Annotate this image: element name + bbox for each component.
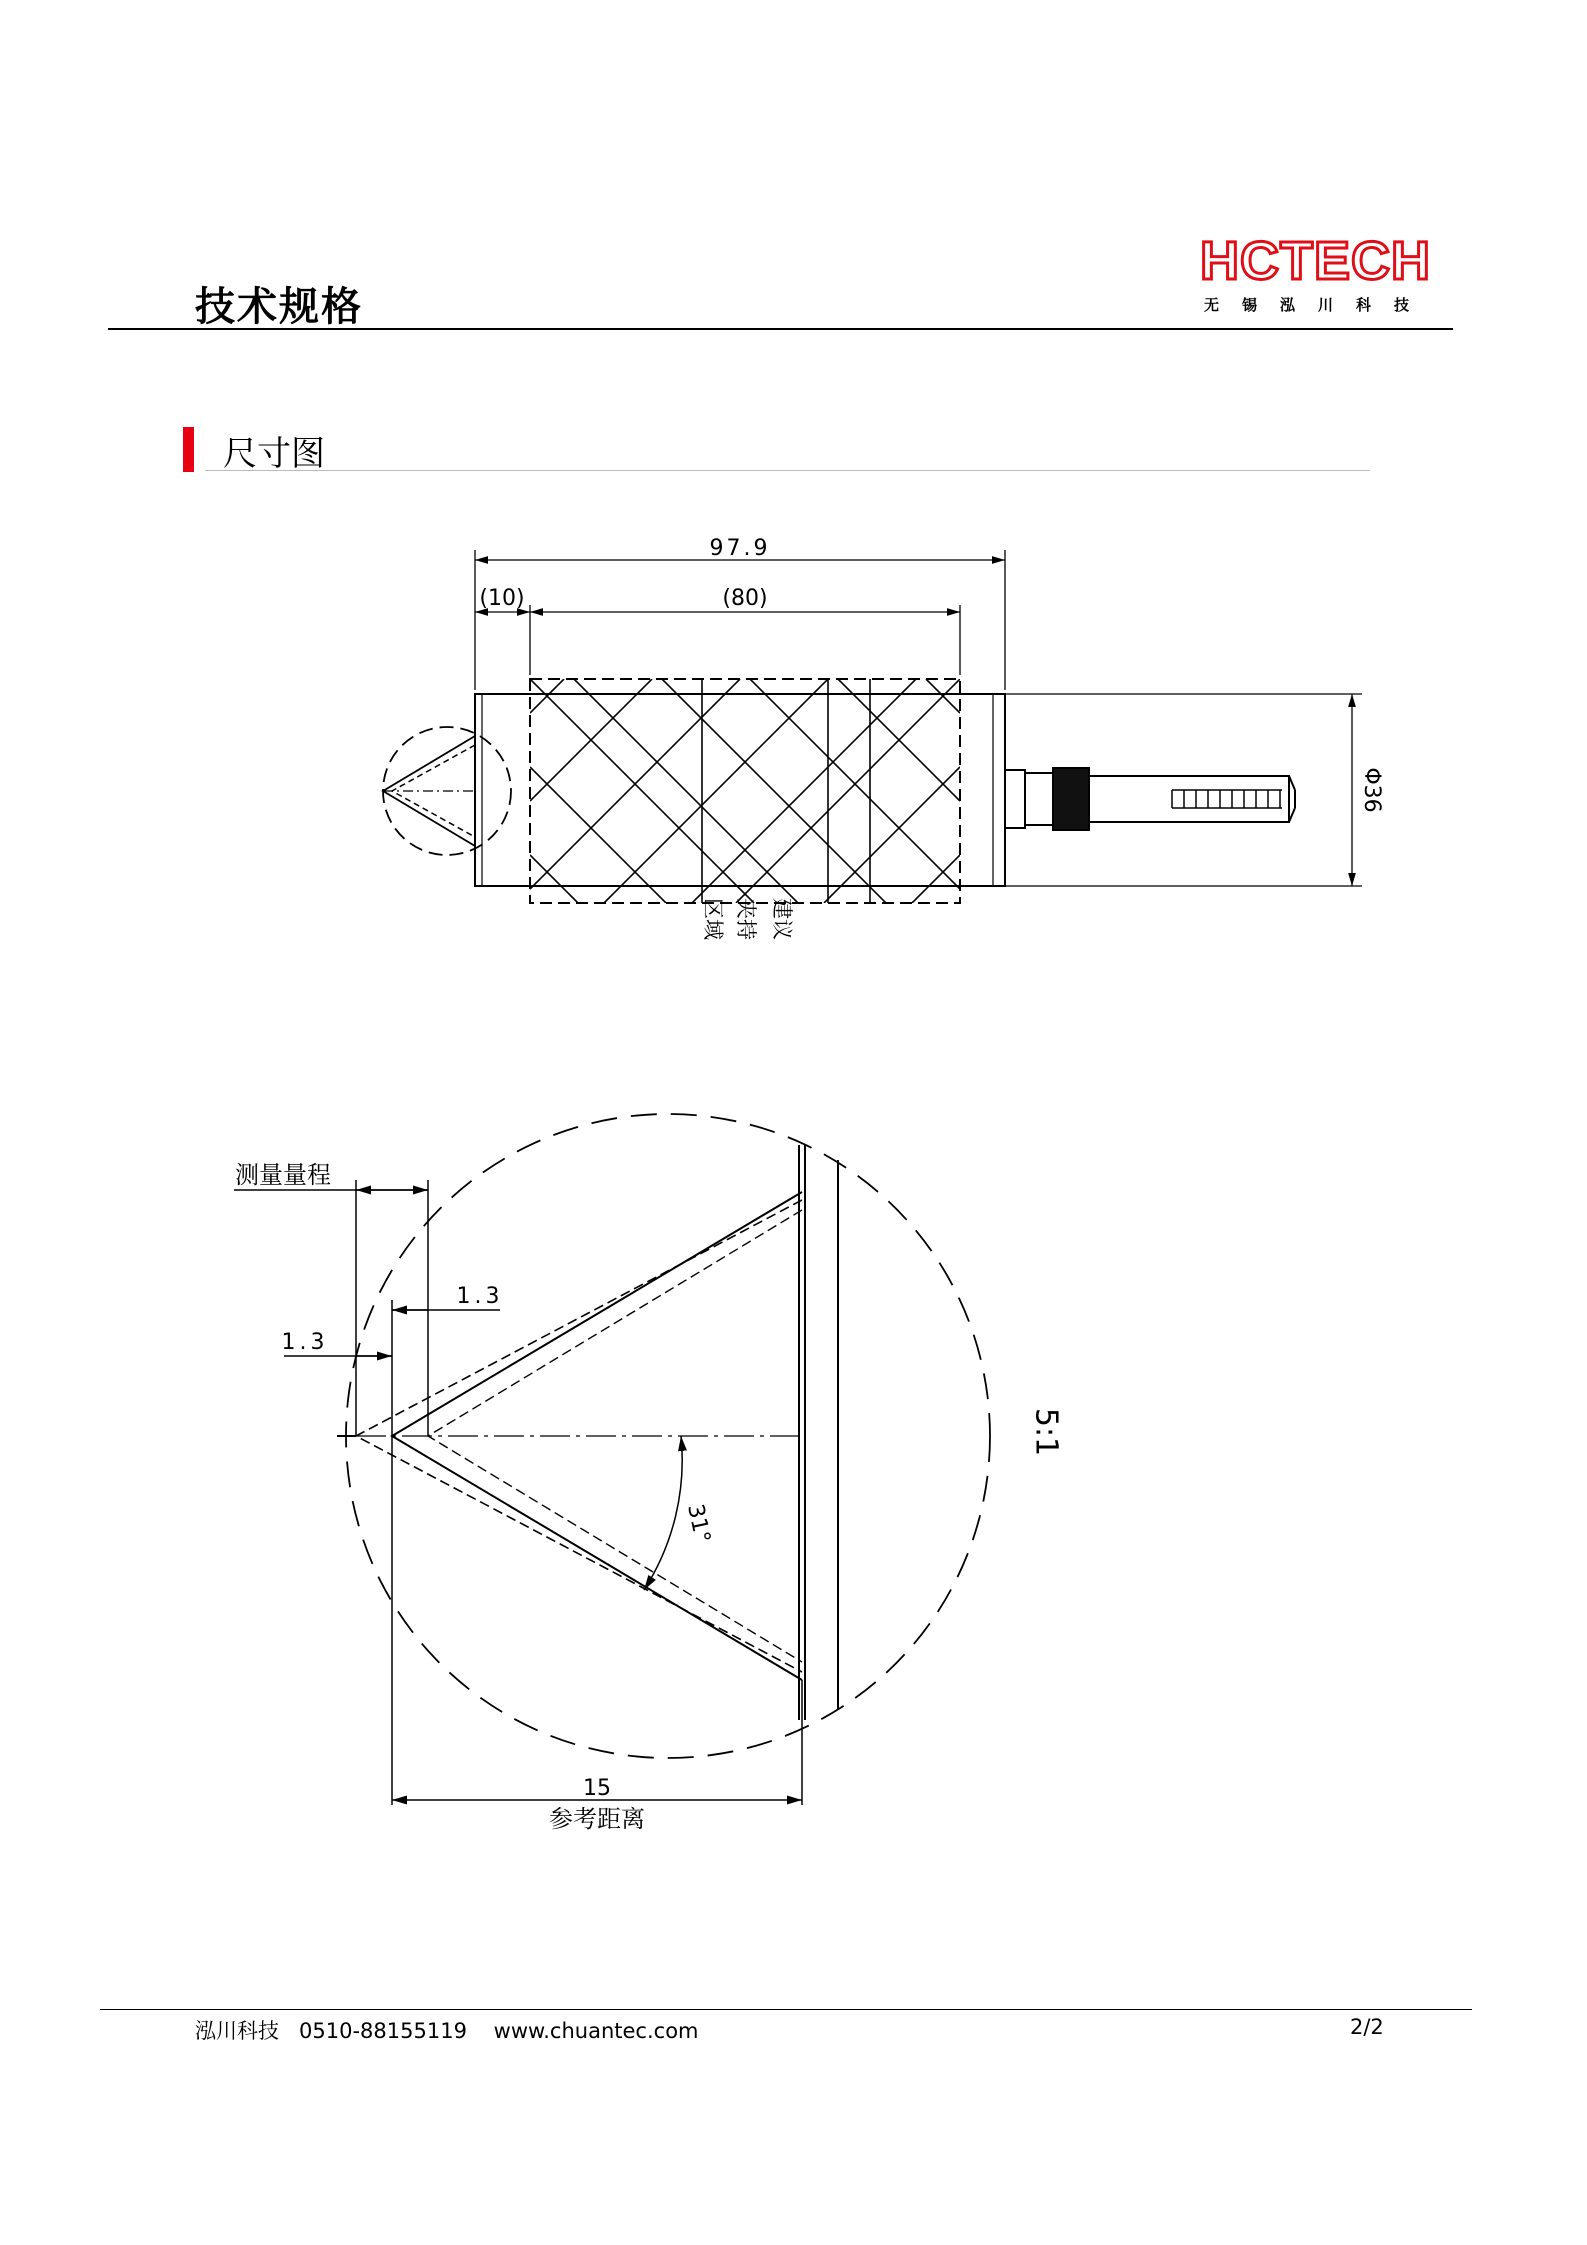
cone-angle-label: 31°	[682, 1501, 715, 1546]
logo-subtitle: 无锡泓川科技	[1204, 296, 1433, 314]
dim-offset-b: 1.3	[281, 1330, 329, 1355]
footer-contact	[195, 2015, 699, 2045]
dim-nose-length: (10)	[479, 586, 525, 611]
measuring-range-label: 测量量程	[235, 1161, 331, 1189]
sensor-side-view	[383, 550, 1362, 903]
page-title: 技术规格	[195, 284, 363, 330]
svg-text:区域: 区域	[701, 898, 725, 940]
dim-grip-length: (80)	[722, 586, 768, 611]
footer-website[interactable]: www.chuantec.com	[493, 2019, 699, 2043]
cable-strain-relief	[1172, 790, 1282, 808]
scale-ratio: 5:1	[1028, 1407, 1064, 1457]
svg-text:夹持: 夹持	[734, 898, 758, 940]
grip-region-label	[701, 898, 794, 940]
connector-collar	[1005, 770, 1025, 828]
grip-hatch	[530, 679, 960, 903]
svg-text:建议: 建议	[770, 898, 794, 940]
page-number: 2/2	[1350, 2015, 1384, 2039]
grip-region	[530, 679, 960, 903]
connector-nut	[1053, 768, 1089, 830]
reference-distance-label: 参考距离	[549, 1805, 645, 1833]
dim-diameter: Φ36	[1359, 767, 1384, 813]
logo-wordmark: HCTECH	[1200, 231, 1431, 291]
probe-detail-view	[234, 1114, 990, 1805]
dim-total-length: 97.9	[709, 536, 771, 561]
dim-offset-a: 1.3	[456, 1284, 504, 1309]
footer-divider	[100, 2009, 1472, 2010]
sensor-body	[475, 694, 1005, 886]
reference-distance-value: 15	[583, 1776, 611, 1801]
section-title: 尺寸图	[223, 434, 325, 474]
footer-phone: 0510-88155119	[299, 2019, 467, 2043]
footer-company: 泓川科技	[195, 2019, 279, 2043]
